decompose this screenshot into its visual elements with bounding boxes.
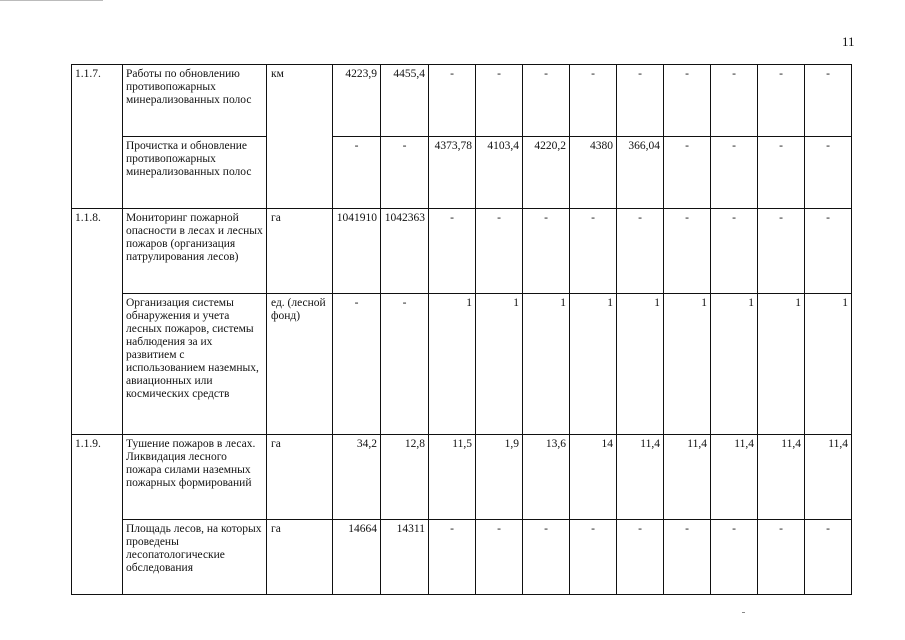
- value-cell: 4220,2: [523, 137, 570, 209]
- value-cell: -: [617, 65, 664, 137]
- scan-speck: [742, 612, 745, 613]
- value-cell: 1: [523, 294, 570, 435]
- row-name: Организация системы обнаружения и учета лесных пожаров, системы наблюдения за их развитием с использованием наземных, авиационных или космических средств: [123, 294, 267, 435]
- value-cell: -: [805, 520, 852, 595]
- value-cell: 1: [570, 294, 617, 435]
- value-cell: 14311: [381, 520, 429, 595]
- table-row: [72, 65, 852, 137]
- value-cell: -: [333, 137, 381, 209]
- row-name: Тушение пожаров в лесах. Ликвидация лесного пожара силами наземных пожарных формирований: [123, 435, 267, 520]
- value-cell: -: [429, 520, 476, 595]
- value-cell: 4103,4: [476, 137, 523, 209]
- table-row: [72, 294, 852, 435]
- value-cell: 1: [758, 294, 805, 435]
- value-cell: -: [381, 294, 429, 435]
- value-cell: -: [758, 65, 805, 137]
- value-cell: 4223,9: [333, 65, 381, 137]
- value-cell: -: [664, 137, 711, 209]
- value-cell: 1042363: [381, 209, 429, 294]
- row-unit: га: [267, 520, 333, 595]
- row-code: 1.1.7.: [72, 65, 123, 209]
- value-cell: 11,4: [711, 435, 758, 520]
- value-cell: -: [711, 137, 758, 209]
- page-number: 11: [842, 34, 855, 49]
- table-row: [72, 137, 852, 209]
- value-cell: -: [758, 209, 805, 294]
- table-row: [72, 520, 852, 595]
- value-cell: 11,4: [758, 435, 805, 520]
- value-cell: 1: [805, 294, 852, 435]
- row-code: 1.1.8.: [72, 209, 123, 435]
- value-cell: -: [805, 137, 852, 209]
- value-cell: 4455,4: [381, 65, 429, 137]
- value-cell: 11,4: [664, 435, 711, 520]
- row-unit: ед. (лесной фонд): [267, 294, 333, 435]
- value-cell: -: [333, 294, 381, 435]
- value-cell: 11,5: [429, 435, 476, 520]
- scan-edge-line: [0, 0, 103, 1]
- value-cell: -: [664, 209, 711, 294]
- value-cell: 11,4: [805, 435, 852, 520]
- value-cell: 1: [664, 294, 711, 435]
- value-cell: -: [758, 520, 805, 595]
- value-cell: -: [617, 209, 664, 294]
- value-cell: 366,04: [617, 137, 664, 209]
- row-name: Мониторинг пожарной опасности в лесах и лесных пожаров (организация патрулирования лесов): [123, 209, 267, 294]
- value-cell: 1: [711, 294, 758, 435]
- table-row: [72, 209, 852, 294]
- value-cell: 1041910: [333, 209, 381, 294]
- value-cell: -: [429, 209, 476, 294]
- value-cell: -: [429, 65, 476, 137]
- row-name: Работы по обновлению противопожарных минерализованных полос: [123, 65, 267, 137]
- value-cell: -: [523, 209, 570, 294]
- value-cell: 14664: [333, 520, 381, 595]
- value-cell: -: [711, 65, 758, 137]
- value-cell: -: [805, 65, 852, 137]
- value-cell: -: [523, 520, 570, 595]
- row-unit: га: [267, 209, 333, 294]
- row-unit: км: [267, 65, 333, 209]
- value-cell: -: [758, 137, 805, 209]
- value-cell: 14: [570, 435, 617, 520]
- value-cell: -: [570, 65, 617, 137]
- value-cell: 1,9: [476, 435, 523, 520]
- value-cell: -: [381, 137, 429, 209]
- value-cell: 13,6: [523, 435, 570, 520]
- value-cell: 1: [476, 294, 523, 435]
- value-cell: -: [711, 520, 758, 595]
- value-cell: 1: [617, 294, 664, 435]
- value-cell: -: [476, 209, 523, 294]
- value-cell: -: [805, 209, 852, 294]
- value-cell: 1: [429, 294, 476, 435]
- table-row: [72, 435, 852, 520]
- value-cell: -: [570, 209, 617, 294]
- row-name: Прочистка и обновление противопожарных минерализованных полос: [123, 137, 267, 209]
- value-cell: -: [570, 520, 617, 595]
- value-cell: -: [617, 520, 664, 595]
- value-cell: -: [711, 209, 758, 294]
- value-cell: 34,2: [333, 435, 381, 520]
- value-cell: -: [523, 65, 570, 137]
- value-cell: -: [476, 65, 523, 137]
- value-cell: 12,8: [381, 435, 429, 520]
- value-cell: 4380: [570, 137, 617, 209]
- value-cell: -: [664, 520, 711, 595]
- row-unit: га: [267, 435, 333, 520]
- row-code: 1.1.9.: [72, 435, 123, 595]
- value-cell: 4373,78: [429, 137, 476, 209]
- value-cell: -: [476, 520, 523, 595]
- row-name: Площадь лесов, на которых проведены лесопатологические обследования: [123, 520, 267, 595]
- value-cell: -: [664, 65, 711, 137]
- value-cell: 11,4: [617, 435, 664, 520]
- data-table: [71, 64, 852, 595]
